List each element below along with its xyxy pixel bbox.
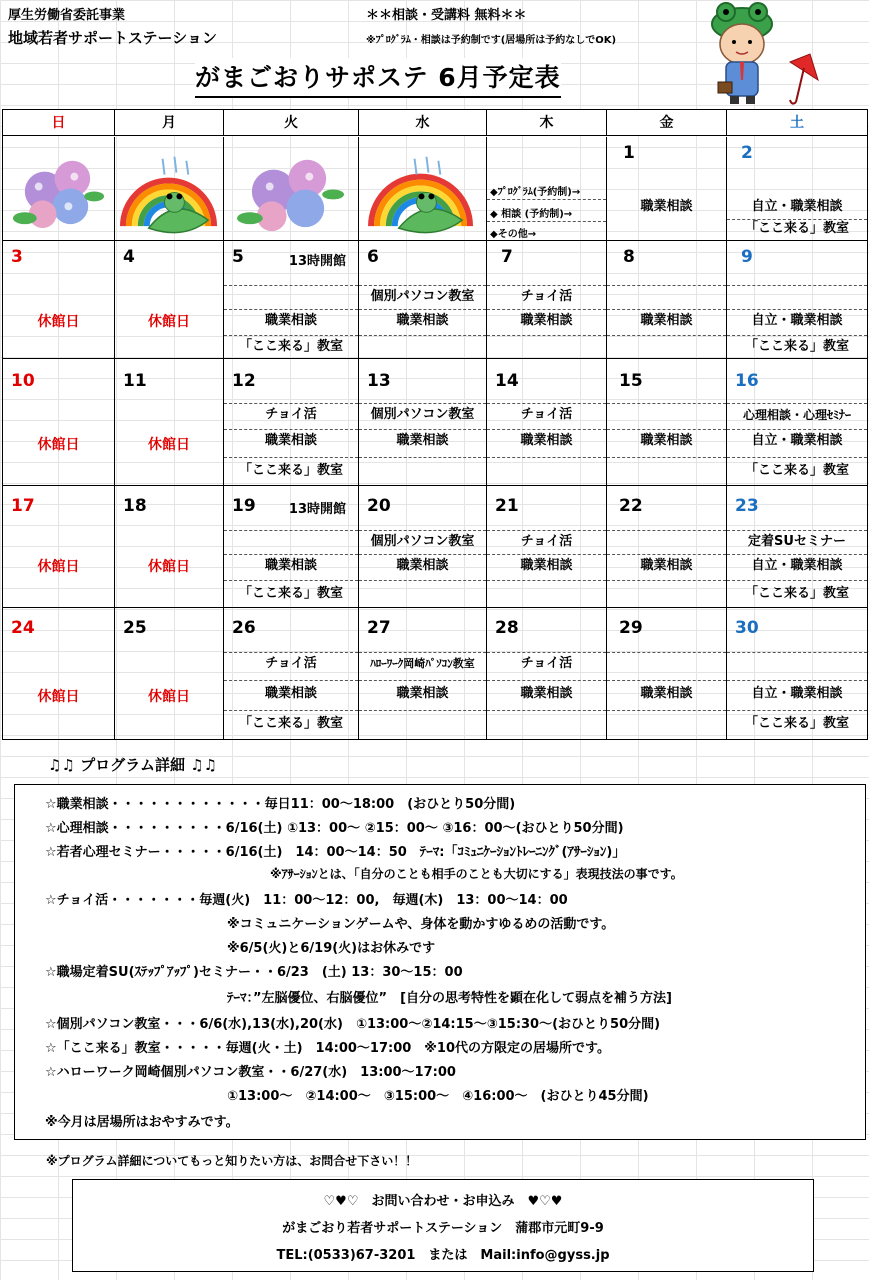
closed-day: 休館日	[148, 314, 190, 330]
job-consult: 職業相談	[640, 558, 693, 573]
contact-heading: ♡♥♡ お問い合わせ・お申込み ♥♡♥	[323, 1194, 563, 1209]
day-number: 27	[367, 618, 391, 638]
kokokuru-class: 「ここ来る」教室	[744, 463, 849, 478]
day-cell	[224, 241, 359, 358]
day-number: 11	[123, 371, 147, 391]
day-cell	[727, 486, 867, 607]
program-line-hellowork: ☆ハローワーク岡崎個別パソコン教室・・6/27(水) 13:00～17:00	[45, 1065, 456, 1080]
day-number: 21	[495, 496, 519, 516]
week-row-5	[3, 608, 867, 739]
org-name: 地域若者サポートステーション	[8, 29, 217, 47]
day-cell	[607, 241, 727, 358]
job-consult: 職業相談	[396, 686, 449, 701]
closed-day: 休館日	[37, 689, 80, 705]
day-number: 7	[501, 247, 513, 267]
program-line-seminar: ☆若者心理セミナー・・・・・6/16(土) 14：00～14：50 ﾃｰﾏ:「ｺﾐｭﾆｹｰｼｮﾝﾄﾚｰﾆﾝｸﾞ(ｱｻｰｼｮﾝ)」	[45, 845, 626, 860]
independence-consult: 自立・職業相談	[751, 313, 843, 328]
weekday-fri: 金	[607, 110, 727, 135]
day-number: 3	[11, 247, 23, 267]
day-cell	[3, 486, 115, 607]
day-number: 15	[619, 371, 643, 391]
choi-katsu: チョイ活	[265, 656, 317, 671]
day-cell	[224, 486, 359, 607]
day-cell	[487, 359, 607, 485]
mascot-frog-salaryman-icon	[700, 2, 830, 106]
closed-day: 休館日	[148, 437, 190, 453]
day-number: 10	[11, 371, 35, 391]
hydrangea-icon	[224, 137, 358, 240]
pc-class: 個別パソコン教室	[370, 289, 475, 304]
program-line-su-seminar: ☆職場定着SU(ｽﾃｯﾌﾟｱｯﾌﾟ)セミナー・・6/23 (土) 13：30～15：00	[45, 965, 463, 980]
contact-box	[72, 1179, 814, 1272]
pc-class: 個別パソコン教室	[370, 407, 475, 422]
day-cell	[115, 608, 224, 739]
choi-katsu: チョイ活	[520, 534, 573, 549]
program-line-psych: ☆心理相談・・・・・・・・・6/16(土) ①13：00～ ②15：00～ ③16：00～(おひとり50分間)	[45, 821, 624, 836]
week-row-3	[3, 359, 867, 486]
closed-day: 休館日	[37, 314, 80, 330]
job-consult: 職業相談	[520, 558, 573, 573]
day-number: 18	[123, 496, 147, 516]
ministry-label: 厚生労働省委託事業	[8, 8, 126, 23]
day-number: 1	[623, 143, 635, 163]
day-number: 17	[11, 496, 35, 516]
kokokuru-class: 「ここ来る」教室	[744, 339, 849, 354]
pc-class: 個別パソコン教室	[370, 534, 475, 549]
day-number: 26	[232, 618, 256, 638]
kokokuru-class: 「ここ来る」教室	[238, 339, 343, 354]
closed-day: 休館日	[37, 437, 80, 453]
weekday-mon: 月	[115, 110, 224, 135]
kokokuru-class: 「ここ来る」教室	[238, 716, 343, 731]
psych-consult-seminar: 心理相談・心理ｾﾐﾅｰ	[742, 408, 851, 422]
day-cell	[359, 486, 487, 607]
day-number: 29	[619, 618, 643, 638]
opening-time: 13時開館	[288, 502, 346, 517]
job-consult: 職業相談	[640, 686, 693, 701]
kokokuru-class: 「ここ来る」教室	[238, 463, 343, 478]
day-cell	[607, 486, 727, 607]
legend-other: ◆その他→	[490, 229, 537, 240]
day-number: 30	[735, 618, 759, 638]
independence-consult: 自立・職業相談	[751, 558, 843, 573]
program-line-kokokuru: ☆「ここ来る」教室・・・・・毎週(火・土) 14:00～17:00 ※10代の方限定の居場所です。	[45, 1041, 610, 1056]
day-cell	[607, 608, 727, 739]
day-cell	[359, 241, 487, 358]
job-consult: 職業相談	[640, 313, 693, 328]
page-title: がまごおりサポステ 6月予定表	[195, 58, 561, 98]
week-row-2	[3, 241, 867, 359]
program-section-title: ♫♫ プログラム詳細 ♫♫	[48, 756, 218, 774]
day-number: 25	[123, 618, 147, 638]
closed-day: 休館日	[37, 559, 80, 575]
weekday-sun: 日	[3, 110, 115, 135]
day-cell	[115, 486, 224, 607]
free-notice: ＊＊相談・受講料 無料＊＊	[366, 8, 527, 23]
weekday-thu: 木	[487, 110, 607, 135]
calendar	[2, 109, 868, 740]
legend-consult: ◆ 相談 (予約制)→	[490, 209, 573, 220]
reservation-note: ※ﾌﾟﾛｸﾞﾗﾑ・相談は予約制です(居場所は予約なしでOK)	[366, 35, 617, 46]
calendar-weekday-header	[3, 110, 867, 136]
day-cell	[359, 359, 487, 485]
contact-org-address: がまごおり若者サポートステーション 蒲郡市元町9-9	[282, 1221, 604, 1236]
choi-katsu: チョイ活	[520, 289, 573, 304]
choi-katsu: チョイ活	[265, 407, 317, 422]
contact-phone-mail: TEL:(0533)67-3201 または Mail:info@gyss.jp	[276, 1248, 610, 1263]
day-number: 14	[495, 371, 519, 391]
day-number: 8	[623, 247, 635, 267]
day-number: 22	[619, 496, 643, 516]
program-line-choi-note: ※コミュニケーションゲームや、身体を動かすゆるめの活動です。	[227, 917, 615, 932]
job-consult: 職業相談	[640, 199, 693, 214]
weekday-sat: 土	[790, 115, 804, 131]
day-number: 16	[735, 371, 759, 391]
program-line-assertion-note: ※ｱｻｰｼｮﾝとは、「自分のことも相手のことも大切にする」表現技法の事です。	[270, 867, 683, 881]
day-number: 6	[367, 247, 379, 267]
independence-consult: 自立・職業相談	[751, 199, 843, 214]
day-cell-legend	[487, 137, 607, 240]
program-line-su-theme: ﾃｰﾏ：”左脳優位、右脳優位” [自分の思考特性を顕在化して弱点を補う方法]	[227, 991, 672, 1006]
day-number: 4	[123, 247, 135, 267]
program-details-box	[14, 784, 866, 1140]
job-consult: 職業相談	[264, 686, 317, 701]
hydrangea-icon	[3, 137, 114, 240]
job-consult: 職業相談	[264, 433, 317, 448]
day-number: 12	[232, 371, 256, 391]
day-cell	[224, 608, 359, 739]
weekday-wed: 水	[359, 110, 487, 135]
day-cell	[224, 359, 359, 485]
week-row-1	[3, 137, 867, 241]
day-cell	[487, 486, 607, 607]
rainbow-frog-icon	[115, 137, 223, 240]
day-cell	[3, 608, 115, 739]
choi-katsu: チョイ活	[520, 656, 573, 671]
program-line-hellowork-times: ①13:00～ ②14:00～ ③15:00～ ④16:00～ (おひとり45分間)	[227, 1089, 649, 1104]
job-consult: 職業相談	[396, 558, 449, 573]
kokokuru-class: 「ここ来る」教室	[238, 586, 343, 601]
day-cell	[727, 137, 867, 240]
day-cell	[607, 359, 727, 485]
day-number: 20	[367, 496, 391, 516]
closed-day: 休館日	[148, 689, 190, 705]
day-cell	[727, 241, 867, 358]
rainbow-frog-icon	[359, 137, 486, 240]
choi-katsu: チョイ活	[520, 407, 573, 422]
legend-program: ◆ﾌﾟﾛｸﾞﾗﾑ(予約制)→	[490, 187, 581, 198]
job-consult: 職業相談	[264, 558, 317, 573]
program-line-ibasho-off: ※今月は居場所はおやすみです。	[45, 1115, 239, 1130]
job-consult: 職業相談	[640, 433, 693, 448]
program-line-choi-off: ※6/5(火)と6/19(火)はお休みです	[227, 941, 436, 956]
job-consult: 職業相談	[396, 313, 449, 328]
day-cell	[359, 608, 487, 739]
program-line-job: ☆職業相談・・・・・・・・・・・・毎日11：00～18:00 (おひとり50分間)	[45, 797, 516, 812]
day-cell	[487, 241, 607, 358]
day-number: 5	[232, 247, 244, 267]
day-number: 9	[741, 247, 753, 267]
day-cell	[727, 359, 867, 485]
day-cell	[115, 359, 224, 485]
day-cell	[3, 241, 115, 358]
day-cell	[115, 241, 224, 358]
program-line-pc: ☆個別パソコン教室・・・6/6(水),13(水),20(水) ①13:00～②14:15～③15:30～(おひとり50分間)	[45, 1017, 661, 1032]
kokokuru-class: 「ここ来る」教室	[744, 221, 849, 236]
day-cell-empty	[115, 137, 224, 240]
retention-su-seminar: 定着SUセミナー	[748, 534, 846, 549]
day-cell-empty	[3, 137, 115, 240]
closed-day: 休館日	[148, 559, 190, 575]
hellowork-pc-class: ﾊﾛｰﾜｰｸ岡崎ﾊﾟｿｺﾝ教室	[370, 657, 475, 670]
day-cell-empty	[224, 137, 359, 240]
kokokuru-class: 「ここ来る」教室	[744, 716, 849, 731]
day-number: 23	[735, 496, 759, 516]
job-consult: 職業相談	[520, 313, 573, 328]
day-cell	[607, 137, 727, 240]
job-consult: 職業相談	[520, 433, 573, 448]
day-number: 2	[741, 143, 753, 163]
day-number: 24	[11, 618, 35, 638]
kokokuru-class: 「ここ来る」教室	[744, 586, 849, 601]
job-consult: 職業相談	[520, 686, 573, 701]
week-row-4	[3, 486, 867, 608]
day-number: 13	[367, 371, 391, 391]
independence-consult: 自立・職業相談	[751, 433, 843, 448]
day-cell	[487, 608, 607, 739]
opening-time: 13時開館	[288, 254, 346, 269]
day-cell	[727, 608, 867, 739]
job-consult: 職業相談	[396, 433, 449, 448]
independence-consult: 自立・職業相談	[751, 686, 843, 701]
day-number: 19	[232, 496, 256, 516]
program-line-choi: ☆チョイ活・・・・・・・毎週(火) 11：00～12：00, 毎週(木) 13：00～14：00	[45, 893, 568, 908]
day-number: 28	[495, 618, 519, 638]
weekday-tue: 火	[224, 110, 359, 135]
job-consult: 職業相談	[264, 313, 317, 328]
day-cell-empty	[359, 137, 487, 240]
program-footer-note: ※プログラム詳細についてもっと知りたい方は、お問合せ下さい！！	[46, 1154, 418, 1168]
day-cell	[3, 359, 115, 485]
